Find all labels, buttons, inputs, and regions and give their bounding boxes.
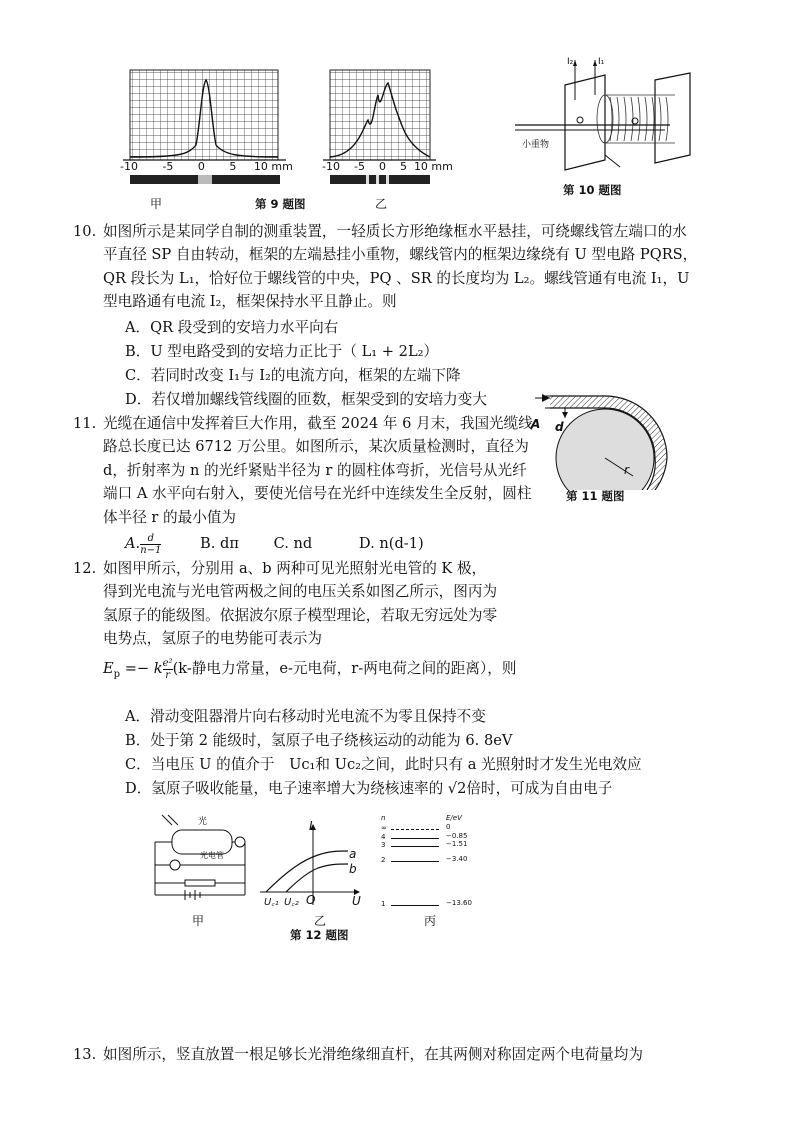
fig12-origin: O <box>306 893 316 907</box>
q11-option-a: A. $\frac{d}{n-1}$ <box>125 532 162 556</box>
question-stem: 如图甲所示，分别用 a、b 两种可见光照射光电管的 K 极，得到光电流与光电管两极之间的电压关系如图乙所示，图丙为氢原子的能级图。依据波尔原子模型理论，若取无穷远处为零电势点，氢原子的电势能可表示为 <box>103 560 498 648</box>
fig12-light-label: 光 <box>198 817 208 827</box>
question-12 <box>73 557 498 651</box>
question-number: 13. <box>73 1046 97 1063</box>
level-n: 2 <box>381 856 386 864</box>
level-line <box>391 905 439 906</box>
q11-options <box>125 532 525 556</box>
question-11 <box>73 412 533 529</box>
q10-option-a: A．QR 段受到的安培力水平向右 <box>125 319 339 336</box>
level-header-e: E/eV <box>446 814 462 822</box>
level-line <box>391 846 439 847</box>
fig12-bing: 丙 <box>424 914 437 928</box>
fig12-caption: 第 12 题图 <box>290 928 349 942</box>
q11-option-c: C. nd <box>273 535 313 552</box>
level-n: ∞ <box>381 824 387 832</box>
question-number: 11. <box>73 415 97 432</box>
fig12-uc1: U꜀₁ <box>264 897 279 908</box>
fig9-left-ticks: -10 -5 0 5 10 mm <box>120 160 293 173</box>
fig10-solenoid <box>505 55 710 175</box>
fig9-left-label: 甲 <box>150 197 163 211</box>
level-e: −13.60 <box>446 899 472 907</box>
question-number: 12. <box>73 560 97 577</box>
q10-option-b: B．U 型电路受到的安培力正比于（ L₁ + 2L₂） <box>125 343 439 360</box>
level-e: −3.40 <box>446 855 468 863</box>
fig11-label-d: d <box>555 420 564 434</box>
question-13 <box>73 1043 703 1066</box>
fig12-tube-label: 光电管 <box>200 851 224 860</box>
question-10 <box>73 220 698 314</box>
q12-option-b: B．处于第 2 能级时，氢原子电子绕核运动的动能为 6. 8eV <box>125 732 513 749</box>
level-line <box>391 861 439 862</box>
fig10-caption: 第 10 题图 <box>563 183 622 197</box>
fig12-curve-a: a <box>349 847 357 861</box>
level-e: −0.85 <box>446 832 468 840</box>
q12-option-c: C．当电压 U 的值介于 Uc₁和 Uc₂之间，此时只有 a 光照射时才发生光电效应 <box>125 756 642 773</box>
fig11-label-r: r <box>624 463 629 477</box>
fig12-yi: 乙 <box>314 914 327 928</box>
question-number: 10. <box>73 223 97 240</box>
question-stem: 如图所示是某同学自制的测重装置，一轻质长方形绝缘框水平悬挂，可绕螺线管左端口的水平直径 SP 自由转动，框架的左端悬挂小重物，螺线管内的框架边缘绕有 U 型电路 PQRS，QR 段长为 L₁，恰好位于螺线管的中央，PQ 、SR 的长度均为 L₂。螺线管通有电流 I₁，U 型电路通有电流 I₂，框架保持水平且静止。则 <box>103 223 698 311</box>
q11-option-b: B. dπ <box>200 535 239 552</box>
fig10-i2-label: I₂ <box>567 57 574 67</box>
level-line <box>391 838 439 839</box>
q12-option-d: D．氢原子吸收能量，电子速率增大为绕核速率的 √2倍时，可成为自由电子 <box>125 780 613 797</box>
level-line <box>391 829 439 830</box>
question-stem: 光缆在通信中发挥着巨大作用，截至 2024 年 6 月末，我国光缆线路总长度已达 6712 万公里。如图所示，某次质量检测时，直径为 d，折射率为 n 的光纤紧贴半径为 r 的圆柱体弯折，光信号从光纤端口 A 水平向右射入，要使光信号在光纤中连续发生全反射，圆柱体半径 r 的最小值为 <box>103 415 533 526</box>
q12-option-a: A．滑动变阻器滑片向右移动时光电流不为零且保持不变 <box>125 708 486 725</box>
level-n: 4 <box>381 833 386 841</box>
fig12-axis-u: U <box>352 894 361 908</box>
level-header-n: n <box>381 814 386 822</box>
fig11-label-a: A <box>531 417 541 431</box>
question-stem: 如图所示，竖直放置一根足够长光滑绝缘细直杆，在其两侧对称固定两个电荷量均为 <box>103 1046 643 1063</box>
fig10-weight-label: 小重物 <box>522 140 550 150</box>
fig9-right-label: 乙 <box>375 197 388 211</box>
q12-formula: $E_p =- k$ $\frac{\text{e²}}{r}$ (k-静电力常量，e-元电荷，r-两电荷之间的距离），则 <box>103 657 517 681</box>
fig12-jia: 甲 <box>192 914 205 928</box>
q10-option-c: C．若同时改变 I₁与 I₂的电流方向，框架的左端下降 <box>125 367 461 384</box>
q11-option-d: D. n(d-1) <box>358 535 424 552</box>
fig12-axis-i: I <box>309 819 313 833</box>
fig11-caption: 第 11 题图 <box>566 489 625 503</box>
fig12-uc2: U꜀₂ <box>284 897 299 908</box>
fig10-i1-label: I₁ <box>598 57 605 67</box>
level-n: 1 <box>381 900 386 908</box>
q10-option-d: D．若仅增加螺线管线圈的匝数，框架受到的安培力变大 <box>125 391 487 408</box>
level-e: −1.51 <box>446 840 468 848</box>
level-n: 3 <box>381 841 386 849</box>
fig9-right-ticks: -10 -5 0 5 10 mm <box>322 160 453 173</box>
level-e: 0 <box>446 823 451 831</box>
fig12-curve-b: b <box>349 862 357 876</box>
fig9-caption: 第 9 题图 <box>255 197 306 211</box>
fig11-fiber <box>525 390 700 490</box>
